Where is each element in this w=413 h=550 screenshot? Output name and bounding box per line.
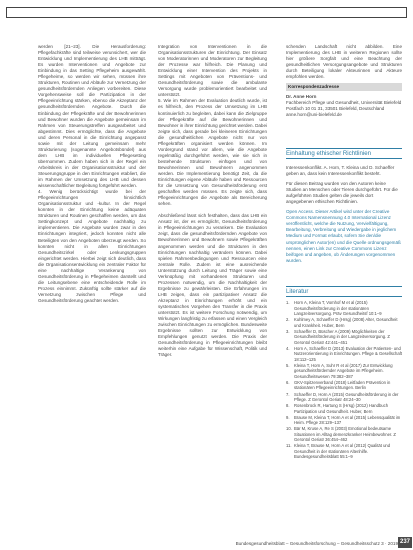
paragraph: schenden Landschaft nicht abbilden. Eine Implementierung des LHB in weiteren Regionen sollte hier größere Sorgfalt und eine Beachtung der gesundheitlichen Versorgungsangebote und Strukturen durch Beteiligung lokaler Akteurinnen und Akteure empfohlen werden. <box>286 44 402 80</box>
author-email[interactable]: anne.horn@uni-bielefeld.de <box>286 112 342 118</box>
reference-number: 9. <box>286 414 290 420</box>
reference-item <box>286 363 402 380</box>
reference-number: 11. <box>286 443 292 449</box>
literature-section <box>286 286 402 461</box>
reference-number: 4. <box>286 345 290 351</box>
author-name: Dr. Anne Horn <box>286 94 317 100</box>
paragraph: 4. Wenig berücksichtigt wurde bei der Pflegeeinrichtungen hinsichtlich Organisationsstruktur und -kultur. In der Regel konnten in der Einrichtung keine adäquaten Strukturen und Routinen geschaffen werden, um das Settingkonzept und Angebote nachhaltig zu implementieren. Die Angebote wurden zwar in den Einrichtungen integriert, jedoch konnten nicht alle Beteiligten von den Angeboten überzeugt werden. So konnten nicht in allen Einrichtungen Gesundheitszirkel oder Lenkungsgruppen eingerichtet werden. Hierbei zeigt sich deutlich, dass die Organisationsentwicklung ein zentraler Faktor für eine nachhaltige Verankerung von Gesundheitsförderung in Pflegeheimen darstellt und die Leitungsebene eine entscheidende Rolle im Prozess einnimmt. Zukünftig sollte stärker auf die Vernetzung zwischen Pflege und Gesundheitsförderung geachtet werden. <box>38 189 146 303</box>
reference-text: Rosenbrock R, Hartung S (Hrsg) (2012) Handbuch Partizipation und Gesundheit. Huber, Bern <box>294 403 389 414</box>
paragraph: Abschließend lässt sich festhalten, dass das LHB ein Ansatz ist, der es ermöglicht, Gesundheitsförderung in Pflegeeinrichtungen zu verankern. Die Evaluation zeigt, dass die gesundheitsfördernden Angebote von Bewohnerinnen und Bewohnern sowie Pflegekräften angenommen werden und die Strukturen in den Einrichtungen nachhaltig verändern können. Dabei spielen Rahmenbedingungen und Ressourcen eine zentrale Rolle. Zudem ist eine ausreichende Unterstützung durch Leitung und Träger sowie eine Verknüpfung mit vorhandenen Strukturen und Prozessen notwendig, um die Nachhaltigkeit der Ergebnisse zu gewährleisten. Die Erfahrungen im LHB zeigen, dass ein partizipativer Ansatz die Akzeptanz in Einrichtungen erhöht und ein systematisches Vorgehen den Transfer in die Praxis unterstützt. Es ist weitere Forschung notwendig, um Wirkungen langfristig zu erfassen und einen Vergleich zwischen Einrichtungen zu ermöglichen. Bundesweite Ergebnisse sollten zur Entwicklung von Empfehlungen genutzt werden. Die Praxis der Gesundheitsförderung in Pflegeeinrichtungen bleibt weiterhin eine Aufgabe für Wissenschaft, Politik und Träger. <box>158 213 267 358</box>
ethics-title: Einhaltung ethischer Richtlinien <box>286 150 372 157</box>
reference-number: 3. <box>286 328 290 334</box>
reference-text: Kleina T, Horn A, Suhr R et al (2017) Zur Entwicklung gesundheitsfördernder Angebote im Pflegeheim. Gesundheitswesen 79:382–387 <box>294 362 393 379</box>
body-column-3 <box>286 44 402 118</box>
reference-number: 7. <box>286 391 290 397</box>
reference-item <box>286 403 402 414</box>
reference-text: Horn A, Kleina T, Vomhof M et al (2015) Gesundheitsförderung in der stationären Langzeitversorgung. Präv Gesundheitsf 10:1–9 <box>294 300 382 316</box>
reference-text: GKV-Spitzenverband (2018) Leitfaden Prävention in stationären Pflegeeinrichtungen. Berlin <box>294 379 391 391</box>
reference-item <box>286 300 402 317</box>
reference-text: Schaeffer D, Horn A (2015) Gesundheitsförderung in der Pflege. Z Gerontol Geriatr 48:24–30 <box>294 391 399 403</box>
reference-item <box>286 346 402 363</box>
reference-number: 2. <box>286 317 290 323</box>
body-column-2 <box>158 44 267 468</box>
reference-text: Brause M, Kleina T, Horn A et al (2015) Lebensqualität im Heim. Pflege 28:129–137 <box>294 414 401 426</box>
section-rule <box>286 158 402 159</box>
open-access-statement: Open Access. Dieser Artikel wird unter der Creative Commons Namensnennung 4.0 International Lizenz veröffentlicht, welche die Nutzung, Vervielfältigung, Bearbeitung, Verbreitung und Wiedergabe in jeglichem Medium und Format erlaubt, sofern Sie den/die ursprünglichen Autor(en) und die Quelle ordnungsgemäß nennen, einen Link zur Creative Commons Lizenz beifügen und angeben, ob Änderungen vorgenommen wurden. <box>286 209 401 263</box>
correspondence-header: Korrespondenzadresse <box>286 83 402 91</box>
paragraph: 5. Wie im Rahmen der Evaluation deutlich wurde, ist es hilfreich, den Prozess der Umsetzung im LHB kontinuierlich zu begleiten, dabei kann die Zielgruppe der Pflegekräfte auf die Bewohnerinnen und Bewohner in ihrer Einrichtung gerichtet werden. Dabei zeigte sich, dass gerade bei kleineren Einrichtungen die gesundheitlichen Angebote nicht nur von Pflegekräften organisiert werden können. Im Vordergrund stand vor allem, wie die Angebote regelmäßig durchgeführt werden, wie sie sich in bestehende Strukturen einfügen und von Bewohnerinnen und Bewohnern angenommen werden. Die Implementierung benötigt Zeit, da die Einrichtungen eigene Abläufe haben und Ressourcen für die Umsetzung von Gesundheitsförderung erst geschaffen werden müssen. Es zeigte sich, dass Pflegeeinrichtungen die Angebote als Bereicherung sehen. <box>158 98 267 207</box>
reference-item <box>286 392 402 403</box>
reference-text: Kleina T, Brause M, Horn A et al (2012) Qualität und Gesundheit in der stationären Altenhilfe. Bundesgesundheitsblatt 55:1–9 <box>294 443 391 460</box>
ethics-section <box>286 148 402 264</box>
reference-number: 8. <box>286 403 290 409</box>
reference-text: Horn A, Schaeffer D (2013) Evaluation der Patienten- und Nutzerorientierung in Einrichtungen. Pflege & Gesellschaft 18:112–125 <box>294 345 403 362</box>
paragraph: werden [21–23]. Die Herausforderung: Pflegefachkräfte sind teilweise verunsichert, wer die Entwicklung und Implementierung des LHB mitträgt. Es wurden Interventionen und Angebote zur Einbindung in das Setting Pflegeheim ausgewählt. Pflegeheime, so werden wir sehen, müssen ihre Strukturen, Routinen und Abläufe zur Vernetzung der gesundheitsfördernden Anliegen vorbereiten. Diese Vorgehensweise soll die Partizipation in der Pflegeeinrichtung stärken, ebenso die Akzeptanz der gesundheitsfördernden Angebote. Durch die Einbindung der Pflegekräfte und der Bewohnerinnen und Bewohner wurden die Angebote gemeinsam im Rahmen von Steuerungstreffen ausgearbeitet und abgestimmt. Dies ermöglichte, dass die Angebote und deren Personal in die Einrichtung angepasst sowie mit der Leitung gemeinsam mehr Strukturierung (sogenannte Angebotsbündel) aus dem LHB im individuellen Pflegesetting übernommen. Zudem haben sich in der Regel ein Arbeitskreis in der Organisationsstruktur und der Steuerungsgruppe in den Einrichtungen etabliert, die im Rahmen der Umsetzung des LHB und dessen wissenschaftlicher Begleitung fortgeführt werden. <box>38 44 146 189</box>
reference-list <box>286 300 402 460</box>
section-rule <box>286 296 402 297</box>
reference-text: Kuhlmey A, Schaeffer D (Hrsg) (2008) Alter, Gesundheit und Krankheit. Huber, Bern <box>294 317 398 328</box>
header-bar <box>6 7 407 18</box>
page-number: 237 <box>398 537 412 548</box>
reference-item <box>286 415 402 426</box>
paragraph: Integration von Interventionen in die Organisationsstrukturen der Einrichtung. Der Einsatz von Moderatorinnen und Moderatoren zur Begleitung der Prozesse war hilfreich. Die Planung und Entwicklung einer Intervention des Projekts in Settings mit Angeboten von Präventions- und Gesundheitsförderung sowie die ambulante Versorgung wurde problemorientiert bearbeitet und unterstützt. <box>158 44 267 98</box>
reference-item <box>286 329 402 346</box>
author-address: Postfach 10 01 31, 33501 Bielefeld, Deutschland <box>286 106 385 112</box>
reference-item <box>286 443 402 460</box>
reference-number: 1. <box>286 300 290 305</box>
author-affiliation: Fachbereich Pflege und Gesundheit, Universität Bielefeld <box>286 100 402 106</box>
conflict-statement: Interessenkonflikt. A. Horn, T. Kleina und D. Schaeffer geben an, dass kein Interessenkonflikt besteht. <box>286 165 395 177</box>
reference-item <box>286 426 402 443</box>
reference-text: Bär M, Kruse A, Re S (2003) Emotional bedeutsame Situationen im Alltag demenzkranker Heimbewohner. Z Gerontol Geriatr 36:454–462 <box>294 426 396 443</box>
ethics-statement: Für diesen Beitrag wurden von den Autoren keine Studien an Menschen oder Tieren durchgeführt. Für die aufgeführten Studien gelten die jeweils dort angegebenen ethischen Richtlinien. <box>286 181 398 205</box>
journal-footer: Bundesgesundheitsblatt – Gesundheitsforschung – Gesundheitsschutz 3 · 2019 <box>235 541 398 546</box>
reference-text: Schaeffer D, Büscher A (2009) Möglichkeiten der Gesundheitsförderung in der Langzeitversorgung. Z Gerontol Geriatr 42:441–451 <box>294 328 390 345</box>
reference-number: 10. <box>286 426 292 432</box>
reference-number: 6. <box>286 379 290 385</box>
reference-number: 5. <box>286 362 290 368</box>
reference-item <box>286 380 402 391</box>
reference-item <box>286 317 402 328</box>
literature-title: Literatur <box>286 288 309 295</box>
body-column-1 <box>38 44 146 476</box>
